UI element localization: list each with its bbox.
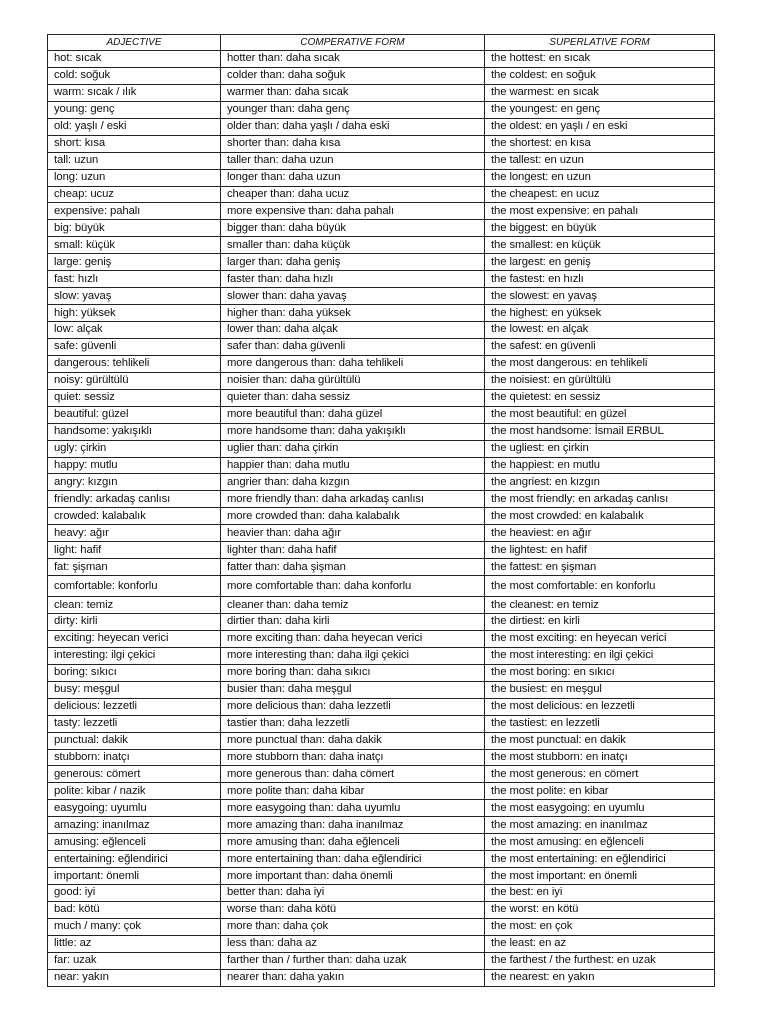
table-row xyxy=(48,901,715,918)
table-row xyxy=(48,338,715,355)
adjective-cell: cheap: ucuz xyxy=(48,186,221,203)
adjective-cell: expensive: pahalı xyxy=(48,203,221,220)
adjective-cell: dirty: kirli xyxy=(48,614,221,631)
comparative-cell: tastier than: daha lezzetli xyxy=(221,715,485,732)
table-row xyxy=(48,559,715,576)
superlative-cell: the slowest: en yavaş xyxy=(485,288,715,305)
adjective-cell: happy: mutlu xyxy=(48,457,221,474)
superlative-cell: the most exciting: en heyecan verici xyxy=(485,630,715,647)
comparative-cell: more exciting than: daha heyecan verici xyxy=(221,630,485,647)
superlative-cell: the coldest: en soğuk xyxy=(485,67,715,84)
adjective-cell: interesting: ilgi çekici xyxy=(48,647,221,664)
comparative-cell: younger than: daha genç xyxy=(221,101,485,118)
comparative-cell: farther than / further than: daha uzak xyxy=(221,952,485,969)
adjective-cell: important: önemli xyxy=(48,868,221,885)
superlative-cell: the ugliest: en çirkin xyxy=(485,440,715,457)
adjective-cell: short: kısa xyxy=(48,135,221,152)
comparative-cell: more handsome than: daha yakışıklı xyxy=(221,423,485,440)
superlative-cell: the most polite: en kibar xyxy=(485,783,715,800)
table-row xyxy=(48,817,715,834)
table-row xyxy=(48,84,715,101)
table-row xyxy=(48,254,715,271)
table-row xyxy=(48,508,715,525)
comparative-cell: more boring than: daha sıkıcı xyxy=(221,664,485,681)
table-row xyxy=(48,67,715,84)
superlative-cell: the lowest: en alçak xyxy=(485,322,715,339)
adjective-cell: slow: yavaş xyxy=(48,288,221,305)
adjective-cell: tall: uzun xyxy=(48,152,221,169)
adjective-cell: good: iyi xyxy=(48,885,221,902)
table-row xyxy=(48,406,715,423)
comparative-cell: happier than: daha mutlu xyxy=(221,457,485,474)
adjective-cell: far: uzak xyxy=(48,952,221,969)
superlative-cell: the most crowded: en kalabalık xyxy=(485,508,715,525)
table-row xyxy=(48,440,715,457)
superlative-cell: the cheapest: en ucuz xyxy=(485,186,715,203)
table-row xyxy=(48,186,715,203)
comparative-cell: larger than: daha geniş xyxy=(221,254,485,271)
adjective-cell: small: küçük xyxy=(48,237,221,254)
adjective-cell: little: az xyxy=(48,935,221,952)
table-row xyxy=(48,288,715,305)
comparative-cell: more important than: daha önemli xyxy=(221,868,485,885)
adjective-cell: dangerous: tehlikeli xyxy=(48,355,221,372)
vocabulary-sheet xyxy=(47,34,714,987)
adjective-cell: polite: kibar / nazik xyxy=(48,783,221,800)
adjective-cell: low: alçak xyxy=(48,322,221,339)
comparative-cell: quieter than: daha sessiz xyxy=(221,389,485,406)
adjective-cell: near: yakın xyxy=(48,969,221,986)
comparative-cell: more comfortable than: daha konforlu xyxy=(221,576,485,597)
table-row xyxy=(48,766,715,783)
table-row xyxy=(48,423,715,440)
comparative-cell: safer than: daha güvenli xyxy=(221,338,485,355)
comparative-cell: shorter than: daha kısa xyxy=(221,135,485,152)
table-row xyxy=(48,630,715,647)
table-row xyxy=(48,664,715,681)
superlative-cell: the most expensive: en pahalı xyxy=(485,203,715,220)
comparative-cell: more crowded than: daha kalabalık xyxy=(221,508,485,525)
superlative-cell: the most boring: en sıkıcı xyxy=(485,664,715,681)
comparative-cell: noisier than: daha gürültülü xyxy=(221,372,485,389)
comparative-cell: more amazing than: daha inanılmaz xyxy=(221,817,485,834)
table-row xyxy=(48,457,715,474)
comparative-cell: more generous than: daha cömert xyxy=(221,766,485,783)
adjective-cell: large: geniş xyxy=(48,254,221,271)
table-row xyxy=(48,783,715,800)
comparative-cell: angrier than: daha kızgın xyxy=(221,474,485,491)
comparative-cell: less than: daha az xyxy=(221,935,485,952)
table-row xyxy=(48,118,715,135)
table-row xyxy=(48,220,715,237)
superlative-cell: the biggest: en büyük xyxy=(485,220,715,237)
superlative-cell: the nearest: en yakın xyxy=(485,969,715,986)
adjective-cell: boring: sıkıcı xyxy=(48,664,221,681)
adjective-cell: hot: sıcak xyxy=(48,51,221,68)
table-row xyxy=(48,868,715,885)
comparative-cell: more beautiful than: daha güzel xyxy=(221,406,485,423)
adjective-cell: busy: meşgul xyxy=(48,681,221,698)
comparative-cell: older than: daha yaşlı / daha eski xyxy=(221,118,485,135)
adjective-cell: comfortable: konforlu xyxy=(48,576,221,597)
comparative-cell: dirtier than: daha kirli xyxy=(221,614,485,631)
table-row xyxy=(48,749,715,766)
superlative-cell: the most dangerous: en tehlikeli xyxy=(485,355,715,372)
header-adjective: ADJECTIVE xyxy=(48,35,221,51)
comparative-cell: nearer than: daha yakın xyxy=(221,969,485,986)
table-row xyxy=(48,681,715,698)
table-row xyxy=(48,355,715,372)
adjective-cell: warm: sıcak / ılık xyxy=(48,84,221,101)
comparative-cell: cheaper than: daha ucuz xyxy=(221,186,485,203)
table-row xyxy=(48,101,715,118)
comparative-cell: smaller than: daha küçük xyxy=(221,237,485,254)
adjective-cell: heavy: ağır xyxy=(48,525,221,542)
table-row xyxy=(48,203,715,220)
table-row xyxy=(48,969,715,986)
comparative-cell: more punctual than: daha dakik xyxy=(221,732,485,749)
table-row xyxy=(48,918,715,935)
table-row xyxy=(48,372,715,389)
adjective-cell: angry: kızgın xyxy=(48,474,221,491)
superlative-cell: the tallest: en uzun xyxy=(485,152,715,169)
superlative-cell: the safest: en güvenli xyxy=(485,338,715,355)
table-row xyxy=(48,698,715,715)
adjective-cell: quiet: sessiz xyxy=(48,389,221,406)
adjective-cell: much / many: çok xyxy=(48,918,221,935)
superlative-cell: the most generous: en cömert xyxy=(485,766,715,783)
superlative-cell: the smallest: en küçük xyxy=(485,237,715,254)
comparative-cell: uglier than: daha çirkin xyxy=(221,440,485,457)
superlative-cell: the oldest: en yaşlı / en eski xyxy=(485,118,715,135)
adjective-cell: amusing: eğlenceli xyxy=(48,834,221,851)
table-row xyxy=(48,51,715,68)
comparative-cell: more easygoing than: daha uyumlu xyxy=(221,800,485,817)
adjective-cell: noisy: gürültülü xyxy=(48,372,221,389)
adjective-cell: safe: güvenli xyxy=(48,338,221,355)
superlative-cell: the most handsome: İsmail ERBUL xyxy=(485,423,715,440)
adjective-cell: friendly: arkadaş canlısı xyxy=(48,491,221,508)
table-row xyxy=(48,800,715,817)
table-row xyxy=(48,647,715,664)
comparative-cell: more dangerous than: daha tehlikeli xyxy=(221,355,485,372)
comparative-cell: more interesting than: daha ilgi çekici xyxy=(221,647,485,664)
superlative-cell: the heaviest: en ağır xyxy=(485,525,715,542)
superlative-cell: the most entertaining: en eğlendirici xyxy=(485,851,715,868)
superlative-cell: the most punctual: en dakik xyxy=(485,732,715,749)
superlative-cell: the dirtiest: en kirli xyxy=(485,614,715,631)
comparative-cell: more polite than: daha kibar xyxy=(221,783,485,800)
comparative-cell: heavier than: daha ağır xyxy=(221,525,485,542)
comparative-cell: lower than: daha alçak xyxy=(221,322,485,339)
comparative-cell: more delicious than: daha lezzetli xyxy=(221,698,485,715)
adjective-cell: ugly: çirkin xyxy=(48,440,221,457)
table-row xyxy=(48,935,715,952)
superlative-cell: the most beautiful: en güzel xyxy=(485,406,715,423)
adjective-cell: easygoing: uyumlu xyxy=(48,800,221,817)
superlative-cell: the most delicious: en lezzetli xyxy=(485,698,715,715)
table-row xyxy=(48,732,715,749)
comparative-cell: better than: daha iyi xyxy=(221,885,485,902)
adjective-cell: punctual: dakik xyxy=(48,732,221,749)
comparative-cell: bigger than: daha büyük xyxy=(221,220,485,237)
header-comparative: COMPERATIVE FORM xyxy=(221,35,485,51)
superlative-cell: the youngest: en genç xyxy=(485,101,715,118)
adjective-cell: long: uzun xyxy=(48,169,221,186)
superlative-cell: the most friendly: en arkadaş canlısı xyxy=(485,491,715,508)
adjective-cell: tasty: lezzetli xyxy=(48,715,221,732)
superlative-cell: the worst: en kötü xyxy=(485,901,715,918)
superlative-cell: the most important: en önemli xyxy=(485,868,715,885)
superlative-cell: the busiest: en meşgul xyxy=(485,681,715,698)
superlative-cell: the most amazing: en inanılmaz xyxy=(485,817,715,834)
superlative-cell: the quietest: en sessiz xyxy=(485,389,715,406)
superlative-cell: the highest: en yüksek xyxy=(485,305,715,322)
superlative-cell: the largest: en geniş xyxy=(485,254,715,271)
comparative-cell: cleaner than: daha temiz xyxy=(221,597,485,614)
adjective-cell: bad: kötü xyxy=(48,901,221,918)
superlative-cell: the best: en iyi xyxy=(485,885,715,902)
table-row xyxy=(48,614,715,631)
adjective-cell: beautiful: güzel xyxy=(48,406,221,423)
superlative-cell: the fattest: en şişman xyxy=(485,559,715,576)
superlative-cell: the least: en az xyxy=(485,935,715,952)
superlative-cell: the cleanest: en temiz xyxy=(485,597,715,614)
superlative-cell: the fastest: en hızlı xyxy=(485,271,715,288)
adjective-cell: handsome: yakışıklı xyxy=(48,423,221,440)
table-row xyxy=(48,135,715,152)
comparative-cell: more than: daha çok xyxy=(221,918,485,935)
table-row xyxy=(48,952,715,969)
adjective-cell: light: hafif xyxy=(48,542,221,559)
comparative-cell: slower than: daha yavaş xyxy=(221,288,485,305)
table-row xyxy=(48,271,715,288)
superlative-cell: the most easygoing: en uyumlu xyxy=(485,800,715,817)
table-row xyxy=(48,169,715,186)
table-row xyxy=(48,491,715,508)
comparative-cell: warmer than: daha sıcak xyxy=(221,84,485,101)
superlative-cell: the longest: en uzun xyxy=(485,169,715,186)
comparative-cell: longer than: daha uzun xyxy=(221,169,485,186)
superlative-cell: the lightest: en hafif xyxy=(485,542,715,559)
comparative-cell: more friendly than: daha arkadaş canlısı xyxy=(221,491,485,508)
superlative-cell: the most amusing: en eğlenceli xyxy=(485,834,715,851)
adjective-cell: generous: cömert xyxy=(48,766,221,783)
comparative-cell: faster than: daha hızlı xyxy=(221,271,485,288)
comparative-cell: taller than: daha uzun xyxy=(221,152,485,169)
superlative-cell: the happiest: en mutlu xyxy=(485,457,715,474)
adjective-cell: stubborn: inatçı xyxy=(48,749,221,766)
table-body xyxy=(48,51,715,987)
superlative-cell: the shortest: en kısa xyxy=(485,135,715,152)
table-row xyxy=(48,542,715,559)
adjective-cell: amazing: inanılmaz xyxy=(48,817,221,834)
adjective-cell: delicious: lezzetli xyxy=(48,698,221,715)
adjective-cell: cold: soğuk xyxy=(48,67,221,84)
adjective-cell: young: genç xyxy=(48,101,221,118)
comparative-cell: lighter than: daha hafif xyxy=(221,542,485,559)
superlative-cell: the noisiest: en gürültülü xyxy=(485,372,715,389)
table-row xyxy=(48,851,715,868)
superlative-cell: the tastiest: en lezzetli xyxy=(485,715,715,732)
comparative-cell: more entertaining than: daha eğlendirici xyxy=(221,851,485,868)
table-row xyxy=(48,576,715,597)
comparative-cell: more stubborn than: daha inatçı xyxy=(221,749,485,766)
superlative-cell: the farthest / the furthest: en uzak xyxy=(485,952,715,969)
comparative-cell: busier than: daha meşgul xyxy=(221,681,485,698)
superlative-cell: the most stubborn: en inatçı xyxy=(485,749,715,766)
table-row xyxy=(48,305,715,322)
superlative-cell: the warmest: en sıcak xyxy=(485,84,715,101)
table-row xyxy=(48,389,715,406)
superlative-cell: the most: en çok xyxy=(485,918,715,935)
header-row xyxy=(48,35,715,51)
comparative-cell: more expensive than: daha pahalı xyxy=(221,203,485,220)
table-row xyxy=(48,152,715,169)
superlative-cell: the angriest: en kızgın xyxy=(485,474,715,491)
adjective-cell: clean: temiz xyxy=(48,597,221,614)
comparative-cell: more amusing than: daha eğlenceli xyxy=(221,834,485,851)
comparative-cell: hotter than: daha sıcak xyxy=(221,51,485,68)
superlative-cell: the most interesting: en ilgi çekici xyxy=(485,647,715,664)
adjective-cell: entertaining: eğlendirici xyxy=(48,851,221,868)
adjective-comparison-table xyxy=(47,34,715,987)
adjective-cell: crowded: kalabalık xyxy=(48,508,221,525)
comparative-cell: higher than: daha yüksek xyxy=(221,305,485,322)
table-row xyxy=(48,474,715,491)
adjective-cell: big: büyük xyxy=(48,220,221,237)
comparative-cell: fatter than: daha şişman xyxy=(221,559,485,576)
table-row xyxy=(48,322,715,339)
superlative-cell: the hottest: en sıcak xyxy=(485,51,715,68)
table-row xyxy=(48,885,715,902)
adjective-cell: high: yüksek xyxy=(48,305,221,322)
header-superlative: SUPERLATIVE FORM xyxy=(485,35,715,51)
adjective-cell: fast: hızlı xyxy=(48,271,221,288)
table-row xyxy=(48,834,715,851)
comparative-cell: colder than: daha soğuk xyxy=(221,67,485,84)
table-row xyxy=(48,525,715,542)
adjective-cell: fat: şişman xyxy=(48,559,221,576)
adjective-cell: exciting: heyecan verici xyxy=(48,630,221,647)
table-row xyxy=(48,237,715,254)
comparative-cell: worse than: daha kötü xyxy=(221,901,485,918)
superlative-cell: the most comfortable: en konforlu xyxy=(485,576,715,597)
table-row xyxy=(48,715,715,732)
table-row xyxy=(48,597,715,614)
adjective-cell: old: yaşlı / eski xyxy=(48,118,221,135)
